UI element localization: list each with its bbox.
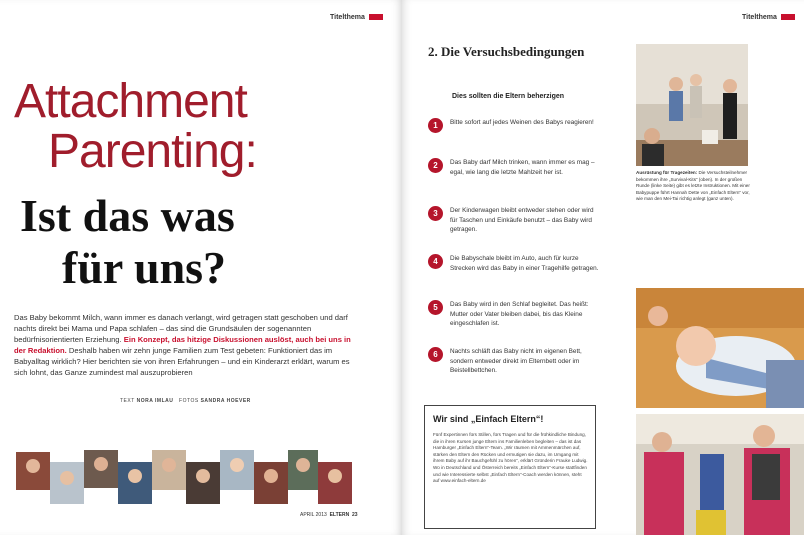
photo-group-instruction — [636, 44, 748, 166]
credit-author: NORA IMLAU — [136, 398, 174, 404]
family-photo-face — [60, 471, 74, 485]
photo-caption — [636, 170, 756, 203]
info-box-text: Fünf Expertinnen fürs Stillen, fürs Tragen und für die frühkindliche Bindung, die in ihren Kursen junge Eltern ins Familienleben begleiten – das ist das Hamburger „Einfach Eltern“-Team. „Wir räumen mit Ammenmärchen auf, stärken den Eltern den Rücken und ermutigen sie dazu, im Umgang mit ihrem Baby auf ihr Bauchgefühl zu hören“, erklärt Gründerin Frauke Ludwig. Wo in Deutschland und Österreich bereits „Einfach Eltern“-Kurse stattfinden und wie Interessierte selbst „Einfach Eltern“-Coach werden können, steht auf www.einfach-eltern.de — [433, 432, 588, 484]
rule-number: 6 — [428, 347, 443, 362]
credit-text-label: TEXT — [120, 398, 135, 404]
rule-text: Bitte sofort auf jedes Weinen des Babys reagieren! — [450, 119, 594, 126]
section-tag-bar — [369, 14, 383, 20]
family-photo-face — [94, 457, 108, 471]
photo-carrier-demo — [636, 414, 804, 535]
info-box — [424, 405, 596, 529]
rule-number: 3 — [428, 206, 443, 221]
right-page — [402, 0, 804, 535]
rule-text: Der Kinderwagen bleibt entweder stehen oder wird für Taschen und Einkäufe benutzt – das Baby wird getragen. — [450, 207, 594, 233]
rule-number: 4 — [428, 254, 443, 269]
info-box-title: Wir sind „Einfach Eltern“! — [433, 414, 544, 424]
title-ist-das-was: Ist das was — [20, 190, 235, 241]
family-photo-strip — [16, 448, 352, 506]
rule-number: 1 — [428, 118, 443, 133]
family-photo-face — [162, 458, 176, 472]
title-attachment: Attachment — [14, 75, 247, 128]
intro-highlight: Ein Konzept, das hitzige Diskussionen auslöst, auch bei uns in der Redaktion. — [14, 335, 351, 355]
caption-bold: Ausrüstung für Tragezeiten: — [636, 170, 698, 175]
rule-text: Nachts schläft das Baby nicht im eigenen Bett, sondern entweder direkt im Elternbett oder im Beistellbettchen. — [450, 348, 582, 374]
footer-magazine: ELTERN — [329, 512, 350, 518]
section-tag-label: Titelthema — [742, 14, 777, 21]
section-tag — [330, 14, 383, 21]
section-tag-label: Titelthema — [330, 14, 365, 21]
rule-number: 2 — [428, 158, 443, 173]
title-parenting: Parenting: — [48, 125, 257, 178]
family-photo-face — [196, 469, 210, 483]
page-footer — [300, 512, 358, 518]
title-fuer-uns: für uns? — [62, 242, 227, 293]
family-photo-face — [296, 458, 310, 472]
credits — [120, 398, 251, 404]
caption-text: Die Versuchsteilnehmer bekommen ihre „Survival-Kits“ (oben). In der großen Runde (linke Seite) gibt es letzte Instruktionen. Mit einer Babypuppe führt Hannah Dette von „Einfach Eltern“ vor, wie man den Mei-Tai richtig anlegt (ganz unten). — [636, 170, 750, 202]
section-tag-bar — [781, 14, 795, 20]
intro-paragraph — [14, 312, 364, 378]
family-photo-face — [264, 469, 278, 483]
section-heading: 2. Die Versuchsbedingungen — [428, 44, 585, 59]
photo-baby-lying — [636, 288, 804, 408]
rule-number: 5 — [428, 300, 443, 315]
rule-text: Das Baby darf Milch trinken, wann immer es mag – egal, wie lang die letzte Mahlzeit her ist. — [450, 159, 595, 176]
credit-photographer: SANDRA HOEVER — [200, 398, 251, 404]
intro-text-1: Das Baby bekommt Milch, wann immer es danach verlangt, wird getragen statt geschoben und darf nachts direkt bei Mama und Papa schlafen – das sind die Grundsäulen der sogenannten bedürfnisorientierten Erziehung. — [14, 313, 348, 344]
family-photo-face — [128, 469, 142, 483]
rule-text: Die Babyschale bleibt im Auto, auch für kurze Strecken wird das Baby in einer Tragehilfe getragen. — [450, 255, 599, 272]
footer-page-number: 23 — [351, 512, 358, 518]
family-photo-face — [230, 458, 244, 472]
footer-date: APRIL 2013 — [300, 512, 327, 518]
rule-text: Das Baby wird in den Schlaf begleitet. Das heißt: Mutter oder Vater bleiben dabei, bis das Kleine eingeschlafen ist. — [450, 301, 589, 327]
family-photo-face — [26, 459, 40, 473]
credit-photo-label: FOTOS — [179, 398, 199, 404]
family-photo-face — [328, 469, 342, 483]
section-tag-right — [742, 14, 795, 21]
rules-title: Dies sollten die Eltern beherzigen — [452, 93, 565, 100]
intro-text-2: Deshalb haben wir zehn junge Familien zum Test gebeten: Funktioniert das im Babyalltag wirklich? Hier berichten sie von ihren Erfahrungen – und ein Kinderarzt erklärt, warum es sich lohnt, das Ganze zumindest mal auszuprobieren — [14, 346, 350, 377]
